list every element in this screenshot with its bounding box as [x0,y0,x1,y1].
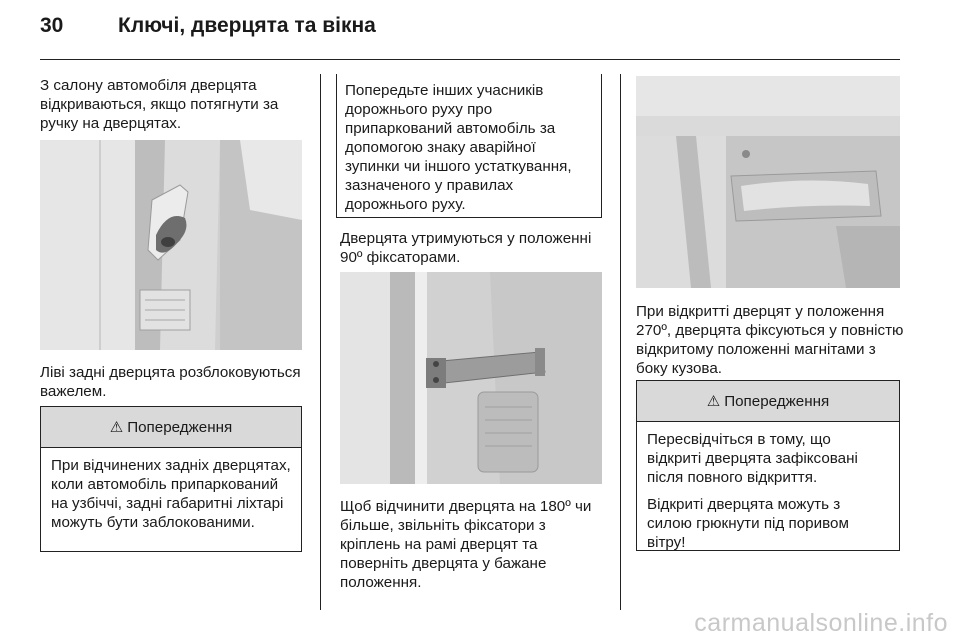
warning-icon: ⚠ [109,419,124,436]
warning-header [637,380,899,422]
magnet-paragraph: При відкритті дверцят у положення 270º, дверцята фіксуються у повністю відкритому положенні магнітами з боку кузова. [636,303,904,377]
warning-title: Попередження [724,392,830,410]
column-separator [620,74,621,610]
warning-text: При відчинених задніх дверцятах, коли автомобіль припаркований на узбіччі, задні габаритні ліхтарі можуть бути заблокованими. [51,457,291,531]
warning-body [41,448,301,540]
notice-box: Попередьте інших учасників дорожнього руху про припаркований автомобіль за допомогою знаку аварійної зупинки чи іншого устаткування, зазначеного у правилах дорожнього руху. [336,74,602,218]
warning-box [40,406,302,552]
warning-title: Попередження [127,418,233,436]
warning-header [41,406,301,448]
door-magnet-figure [636,76,900,288]
door-stop-figure [340,272,602,484]
header-rule [40,59,900,60]
warning-box [636,380,900,551]
warning-text: Відкриті дверцята можуть з силою грюкнути під поривом вітру! [647,496,849,551]
column-separator [320,74,321,610]
page-number: 30 [40,14,64,37]
page-title: Ключі, дверцята та вікна [118,14,376,37]
warning-text: Пересвідчіться в тому, що відкриті дверцята зафіксовані після повного відкриття. [647,431,858,486]
intro-paragraph: З салону автомобіля дверцята відкриваються, якщо потягнути за ручку на дверцятах. [40,77,279,132]
open-180-paragraph: Щоб відчинити дверцята на 180º чи більше, звільніть фіксатори з кріплень на рамі дверцят та поверніть дверцята у бажане положення. [340,498,592,591]
lever-figure [40,140,302,350]
watermark: carmanualsonline.info [694,609,948,637]
stops-paragraph: Дверцята утримуються у положенні 90º фіксаторами. [340,230,592,266]
warning-icon: ⚠ [706,393,721,410]
page-header [40,14,900,46]
lever-paragraph: Ліві задні дверцята розблоковуються важелем. [40,364,301,400]
warning-body [637,422,899,560]
